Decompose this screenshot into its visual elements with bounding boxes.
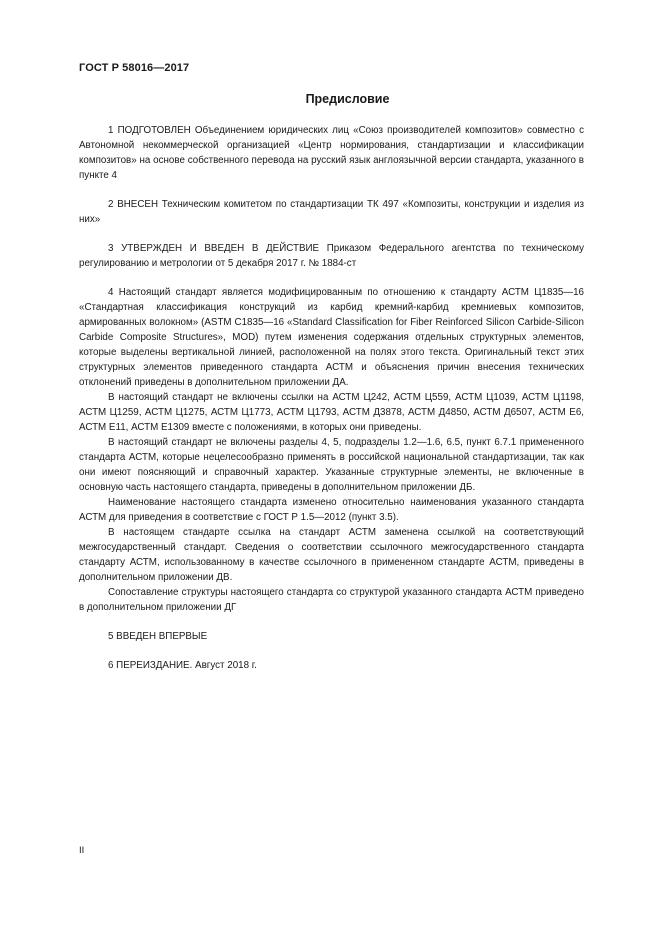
foreword-body <box>79 123 584 687</box>
paragraph: 2 ВНЕСЕН Техническим комитетом по стандартизации ТК 497 «Композиты, конструкции и изделия из них» <box>79 199 584 225</box>
paragraph: В настоящем стандарте ссылка на стандарт АСТМ заменена ссылкой на соответствующий межгосударственный стандарт. Сведения о соответствии ссылочного межгосударственного стандарта стандарту АСТМ, использованному в качестве ссылочного в примененном стандарте АСТМ, приведены в дополнительном приложении ДВ. <box>79 527 584 583</box>
section-3 <box>79 241 584 271</box>
paragraph: 1 ПОДГОТОВЛЕН Объединением юридических лиц «Союз производителей композитов» совместно с Автономной некоммерческой организацией «Центр нормирования, стандартизации и классификации композитов» на основе собственного перевода на русский язык англоязычной версии стандарта, указанного в пункте 4 <box>79 125 584 181</box>
paragraph: 3 УТВЕРЖДЕН И ВВЕДЕН В ДЕЙСТВИЕ Приказом Федерального агентства по техническому регулированию и метрологии от 5 декабря 2017 г. № 1884-ст <box>79 243 584 269</box>
section-2 <box>79 197 584 227</box>
paragraph: Наименование настоящего стандарта изменено относительно наименования указанного стандарта АСТМ для приведения в соответствие с ГОСТ Р 1.5—2012 (пункт 3.5). <box>79 497 584 523</box>
paragraph: В настоящий стандарт не включены ссылки на АСТМ Ц242, АСТМ Ц559, АСТМ Ц1039, АСТМ Ц1198, АСТМ Ц1259, АСТМ Ц1275, АСТМ Ц1773, АСТМ Ц1793, АСТМ Д3878, АСТМ Д4850, АСТМ Д6507, АСТМ Е6, АСТМ Е11, АСТМ Е1309 вместе с положениями, в которых они приведены. <box>79 392 584 433</box>
page-title-text: Предисловие <box>305 92 390 106</box>
section-1 <box>79 123 584 183</box>
section-6 <box>79 658 584 673</box>
document-code: ГОСТ Р 58016—2017 <box>79 62 190 74</box>
section-4 <box>79 285 584 615</box>
paragraph: 6 ПЕРЕИЗДАНИЕ. Август 2018 г. <box>108 660 257 671</box>
paragraph: 4 Настоящий стандарт является модифицированным по отношению к стандарту АСТМ Ц1835—16 «Стандартная классификация конструкций из карбид кремний-карбид кремниевых композитов, армированных волокном» (ASTM C1835—16 «Standard Classification for Fiber Reinforced Silicon Carbide-Silicon Carbide Composite Structures», MOD) путем изменения содержания отдельных структурных элементов, которые выделены вертикальной линией, расположенной на полях этого текста. Оригинальный текст этих структурных элементов приведенного стандарта АСТМ и объяснения причин внесения технических отклонений приведены в дополнительном приложении ДА. <box>79 287 584 388</box>
section-5 <box>79 629 584 644</box>
paragraph: Сопоставление структуры настоящего стандарта со структурой указанного стандарта АСТМ приведено в дополнительном приложении ДГ <box>79 587 584 613</box>
paragraph: 5 ВВЕДЕН ВПЕРВЫЕ <box>108 631 208 642</box>
paragraph: В настоящий стандарт не включены разделы 4, 5, подразделы 1.2—1.6, 6.5, пункт 6.7.1 примененного стандарта АСТМ, которые нецелесообразно применять в российской национальной стандартизации, так как они имеют поясняющий и справочный характер. Указанные структурные элементы, не включенные в основную часть настоящего стандарта, приведены в дополнительном приложении ДБ. <box>79 437 584 493</box>
page-number: II <box>79 845 85 856</box>
page-title <box>0 92 661 106</box>
